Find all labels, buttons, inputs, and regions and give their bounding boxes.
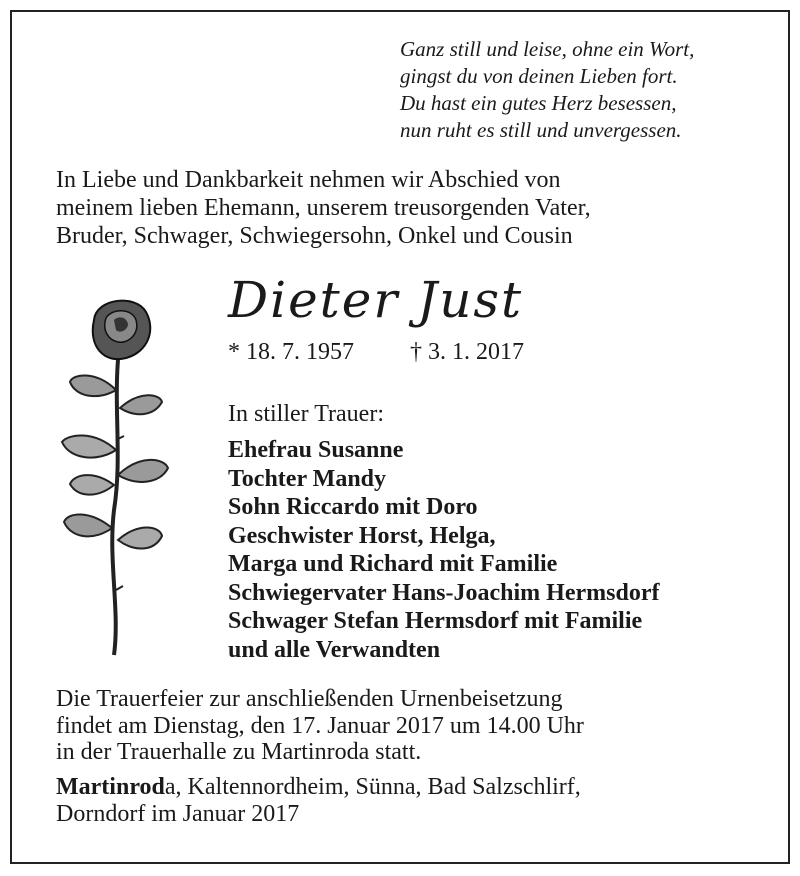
mourner: Ehefrau Susanne [228,437,404,463]
service-line: in der Trauerhalle zu Martinroda statt. [56,739,422,765]
service-line: findet am Dienstag, den 17. Januar 2017 um 14.00 Uhr [56,712,584,739]
service-info [56,686,584,766]
life-dates [228,338,524,366]
mourner: Tochter Mandy [228,465,387,492]
places-date-line: Dorndorf im Januar 2017 [56,800,300,827]
death-date: † 3. 1. 2017 [410,339,524,365]
poem-line: nun ruht es still und unvergessen. [400,118,682,142]
mourning-heading: In stiller Trauer: [228,401,384,427]
poem [400,36,694,144]
poem-line: Du hast ein gutes Herz besessen, [400,91,677,115]
mourner: Sohn Riccardo mit Doro [228,494,478,520]
intro-text [56,166,591,250]
places-and-date [56,774,581,827]
poem-line: gingst du von deinen Lieben fort. [400,64,678,88]
intro-line: meinem lieben Ehemann, unserem treusorgenden Vater, [56,195,591,221]
mourner: und alle Verwandten [228,636,441,663]
service-line: Die Trauerfeier zur anschließenden Urnenbeisetzung [56,686,563,712]
mourners-list [228,436,659,664]
intro-line: In Liebe und Dankbarkeit nehmen wir Abschied von [56,167,561,193]
places-line [56,774,581,801]
mourner: Marga und Richard mit Familie [228,551,558,577]
rose-icon [56,290,176,660]
mourner: Schwiegervater Hans-Joachim Hermsdorf [228,579,660,606]
mourner: Schwager Stefan Hermsdorf mit Familie [228,608,643,634]
places-bold: Martinrod [56,774,165,800]
mourner: Geschwister Horst, Helga, [228,522,496,549]
birth-date: * 18. 7. 1957 [228,339,354,365]
poem-line: Ganz still und leise, ohne ein Wort, [400,37,695,61]
intro-line: Bruder, Schwager, Schwiegersohn, Onkel und Cousin [56,223,573,249]
places-rest: a, Kaltennordheim, Sünna, Bad Salzschlirf, [164,774,581,800]
deceased-name: Dieter Just [228,271,524,329]
